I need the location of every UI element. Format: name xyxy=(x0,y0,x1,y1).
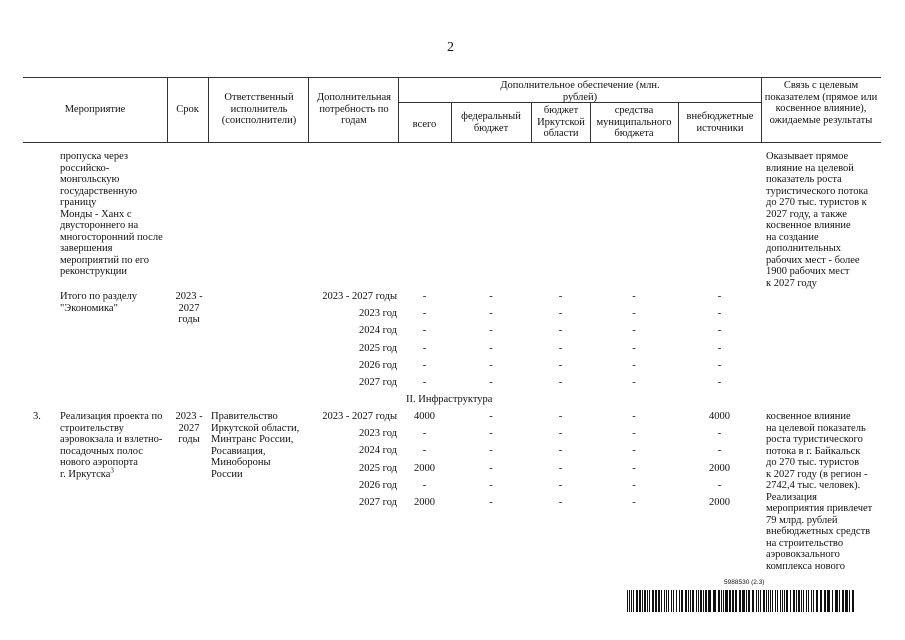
barcode-bar xyxy=(671,590,672,612)
barcode-bar xyxy=(756,590,757,612)
header-municipal: средства муниципального бюджета xyxy=(596,105,672,139)
subtotal-federal-cell: - xyxy=(489,342,493,354)
subtotal-federal-cell: - xyxy=(489,291,493,302)
header-need: Дополнительная потребность по годам xyxy=(316,92,391,126)
subtotal-year-cell: 2027 год xyxy=(359,377,397,388)
continuation-event-line: границу xyxy=(60,197,97,208)
item3-result-line: мероприятия привлечет xyxy=(766,503,873,514)
barcode-bar xyxy=(808,590,809,612)
item-number: 3. xyxy=(33,411,41,422)
barcode-bar xyxy=(742,590,745,612)
barcode-bar xyxy=(661,590,662,612)
subtotal-federal-cell: - xyxy=(489,359,493,371)
footnote-marker: 3 xyxy=(110,466,114,474)
barcode-bar xyxy=(811,590,812,612)
continuation-result-line: показатель роста xyxy=(766,174,842,185)
barcode-bar xyxy=(801,590,802,612)
barcode-bar xyxy=(827,590,830,612)
barcode-bar xyxy=(763,590,765,612)
item3-total-cell: 4000 xyxy=(414,411,435,422)
subtotal-municipal-cell: - xyxy=(632,325,636,337)
item3-result-line: 2742,4 тыс. человек). xyxy=(766,480,861,491)
item3-municipal-cell: - xyxy=(632,462,636,474)
barcode-bar xyxy=(852,590,854,612)
subtotal-regional-cell: - xyxy=(558,342,563,354)
barcode-bar xyxy=(631,590,632,612)
barcode-bar xyxy=(760,590,761,612)
barcode-bar xyxy=(735,590,737,612)
barcode-bar xyxy=(668,590,669,612)
item3-result xyxy=(766,411,882,572)
continuation-result-line: влияние на целевой xyxy=(766,162,854,174)
barcode-bar xyxy=(813,590,814,612)
item3-year-cell: 2026 год xyxy=(359,479,397,491)
item3-regional-cell: - xyxy=(558,445,563,457)
barcode-bar xyxy=(649,590,650,612)
barcode-bar xyxy=(832,590,833,612)
item3-regional-cell: - xyxy=(558,479,563,491)
continuation-event-line: российско- xyxy=(60,162,110,174)
item3-event xyxy=(60,411,170,480)
barcode-bar xyxy=(768,590,769,612)
continuation-event-line: Монды - Ханх с xyxy=(60,208,132,220)
item3-result-line: 79 млрд. рублей xyxy=(766,514,838,526)
barcode-bar xyxy=(790,590,791,612)
barcode-bar xyxy=(703,590,704,612)
continuation-event-line: двустороннего на xyxy=(60,220,139,231)
barcode-bar xyxy=(642,590,643,612)
barcode-bar xyxy=(685,590,687,612)
item3-regional-cell: - xyxy=(558,411,563,422)
item3-result-line: внебюджетных средств xyxy=(766,526,871,537)
item3-result-line: потока в г. Байкальск xyxy=(766,445,861,457)
header-executor: Ответственный исполнитель (соисполнители) xyxy=(221,92,297,126)
barcode-bar xyxy=(721,590,722,612)
barcode-bar xyxy=(772,590,773,612)
subtotal-offbudget-cell: - xyxy=(717,359,722,371)
continuation-event-line: государственную xyxy=(60,185,138,197)
item3-regional-cell: - xyxy=(558,497,563,508)
subtotal-year-cell: 2023 год xyxy=(359,308,397,320)
item3-federal-cell: - xyxy=(489,479,493,491)
barcode-bar xyxy=(758,590,759,612)
barcode-bar xyxy=(629,590,630,612)
item3-year-cell: 2027 год xyxy=(359,497,397,508)
subtotal-total-cell: - xyxy=(422,377,427,388)
barcode-bar xyxy=(705,590,707,612)
item3-total-cell: - xyxy=(422,445,427,457)
subtotal-regional-cell: - xyxy=(558,325,563,337)
barcode-bar xyxy=(633,590,634,612)
barcode-bar xyxy=(627,590,628,612)
item3-result-line: роста туристического xyxy=(766,434,863,445)
header-offbudget: внебюджетные источники xyxy=(686,111,754,134)
barcode-bar xyxy=(803,590,804,612)
barcode-bar xyxy=(729,590,731,612)
section-title: II. Инфраструктура xyxy=(406,394,493,405)
item3-result-line: на строительство xyxy=(766,537,844,549)
item3-term xyxy=(170,411,208,446)
item3-result-line: Реализация xyxy=(766,491,817,503)
barcode-bar xyxy=(798,590,800,612)
subtotal-term-line: 2023 - xyxy=(175,291,203,302)
barcode-bar xyxy=(839,590,840,612)
item3-event-line: Реализация проекта по xyxy=(60,411,163,422)
barcode-bar xyxy=(748,590,750,612)
subtotal-term-line: 2027 xyxy=(178,302,200,314)
col-divider xyxy=(531,102,532,142)
item3-regional-cell: - xyxy=(558,462,563,474)
barcode-bar xyxy=(647,590,648,612)
subtotal-total-cell: - xyxy=(422,291,427,302)
subtotal-regional-cell: - xyxy=(558,291,563,302)
barcode-bar xyxy=(636,590,638,612)
barcode-bar xyxy=(725,590,728,612)
col-divider xyxy=(451,102,452,142)
item3-total-cell: 2000 xyxy=(414,497,435,508)
barcode-bar xyxy=(718,590,720,612)
item3-executor-line: Росавиация, xyxy=(211,445,266,457)
barcode-bar xyxy=(845,590,848,612)
item3-municipal-cell: - xyxy=(632,445,636,457)
continuation-event-line: реконструкции xyxy=(60,266,128,277)
item3-result-line: до 270 тыс. туристов xyxy=(766,457,860,468)
subtotal-federal-cell: - xyxy=(489,377,493,388)
subtotal-total-cell: - xyxy=(422,308,427,320)
subtotal-offbudget-cell: - xyxy=(717,325,722,337)
continuation-result-line: рабочих мест - более xyxy=(766,254,860,266)
barcode-bar xyxy=(820,590,822,612)
subtotal-regional-cell: - xyxy=(558,377,563,388)
item3-term-line: 2027 xyxy=(178,422,200,434)
barcode-bar xyxy=(782,590,783,612)
subtotal-offbudget-cell: - xyxy=(717,291,722,302)
continuation-event-line: завершения xyxy=(60,243,113,254)
item3-municipal-cell: - xyxy=(632,497,636,508)
subtotal-year-cell: 2024 год xyxy=(359,325,397,337)
barcode-bar xyxy=(679,590,680,612)
item3-event-line: строительству xyxy=(60,422,124,434)
subtotal-regional-cell: - xyxy=(558,308,563,320)
item3-executor-line: России xyxy=(211,468,243,480)
item3-offbudget-cell: 4000 xyxy=(709,411,730,422)
subtotal-total-cell: - xyxy=(422,359,427,371)
continuation-event-line: монгольскую xyxy=(60,174,120,185)
continuation-result-line: дополнительных xyxy=(766,243,842,254)
subtotal-total-cell: - xyxy=(422,325,427,337)
item3-year-cell: 2023 - 2027 годы xyxy=(322,411,397,422)
barcode-bar xyxy=(784,590,785,612)
continuation-event-line: мероприятий по его xyxy=(60,254,150,266)
barcode-bar xyxy=(652,590,654,612)
subtotal-total-cell: - xyxy=(422,342,427,354)
item3-offbudget-cell: - xyxy=(717,445,722,457)
item3-term-line: годы xyxy=(178,434,200,445)
subtotal-year-cell: 2023 - 2027 годы xyxy=(322,291,397,302)
continuation-result-line: Оказывает прямое xyxy=(766,151,849,162)
col-divider xyxy=(761,77,762,142)
item3-event-line: посадочных полос xyxy=(60,445,143,457)
barcode-bar xyxy=(775,590,776,612)
header-bottom-border xyxy=(23,142,881,143)
item3-year-cell: 2023 год xyxy=(359,428,397,440)
barcode-bar xyxy=(777,590,778,612)
item3-regional-cell: - xyxy=(558,428,563,440)
item3-offbudget-cell: - xyxy=(717,479,722,491)
item3-federal-cell: - xyxy=(489,428,493,440)
item3-result-line: комплекса нового xyxy=(766,560,845,572)
barcode-bar xyxy=(835,590,838,612)
item3-executor-line: Минобороны xyxy=(211,457,271,468)
continuation-event xyxy=(60,151,168,278)
barcode-bar xyxy=(655,590,657,612)
col-divider xyxy=(678,102,679,142)
item3-offbudget-cell: 2000 xyxy=(709,497,730,508)
barcode-bar xyxy=(708,590,711,612)
continuation-result-line: до 270 тыс. туристов к xyxy=(766,197,867,208)
subtotal-label xyxy=(60,291,168,314)
subtotal-regional-cell: - xyxy=(558,359,563,371)
subtotal-federal-cell: - xyxy=(489,325,493,337)
barcode-bar xyxy=(639,590,641,612)
subtotal-label-line: Итого по разделу xyxy=(60,291,138,302)
subtotal-term xyxy=(170,291,208,326)
subtotal-label-line: "Экономика" xyxy=(60,302,118,314)
barcode-bar xyxy=(732,590,734,612)
header-term: Срок xyxy=(176,104,199,115)
item3-year-cell: 2024 год xyxy=(359,445,397,457)
item3-result-line: на целевой показатель xyxy=(766,422,866,434)
barcode-bar xyxy=(664,590,665,612)
barcode-bar xyxy=(752,590,754,612)
item3-municipal-cell: - xyxy=(632,428,636,440)
barcode-bar xyxy=(842,590,844,612)
item3-event-last: г. Иркутска xyxy=(60,468,111,480)
barcode-bar xyxy=(698,590,699,612)
item3-result-line: к 2027 году (в регион - xyxy=(766,468,868,480)
header-link: Связь с целевым показателем (прямое или косвенное влияние), ожидаемые результаты xyxy=(764,80,878,126)
col-divider xyxy=(398,77,399,142)
barcode-bar xyxy=(692,590,694,612)
subtotal-municipal-cell: - xyxy=(632,291,636,302)
barcode-bar xyxy=(849,590,850,612)
continuation-result-line: к 2027 году xyxy=(766,277,817,289)
item3-federal-cell: - xyxy=(489,445,493,457)
continuation-result-line: 2027 году, а также xyxy=(766,208,847,220)
col-divider xyxy=(308,77,309,142)
continuation-event-line: пропуска через xyxy=(60,151,129,162)
barcode-bar xyxy=(644,590,646,612)
item3-event-line: нового аэропорта xyxy=(60,457,138,468)
barcode-bar xyxy=(696,590,697,612)
barcode-bar xyxy=(816,590,818,612)
item3-total-cell: 2000 xyxy=(414,462,435,474)
header-funding-group: Дополнительное обеспечение (млн. рублей) xyxy=(500,80,660,103)
item3-result-line: аэровокзального xyxy=(766,549,840,560)
barcode-bar xyxy=(766,590,767,612)
barcode-bar xyxy=(780,590,781,612)
page-number: 2 xyxy=(447,40,454,55)
barcode-bar xyxy=(666,590,667,612)
barcode-bar xyxy=(673,590,674,612)
barcode-bar xyxy=(824,590,826,612)
col-divider xyxy=(590,102,591,142)
subtotal-year-cell: 2025 год xyxy=(359,342,397,354)
item3-event-line xyxy=(60,466,170,481)
item3-year-cell: 2025 год xyxy=(359,462,397,474)
item3-executor xyxy=(211,411,307,480)
subtotal-municipal-cell: - xyxy=(632,308,636,320)
item3-municipal-cell: - xyxy=(632,479,636,491)
continuation-result-line: на создание xyxy=(766,231,819,243)
item3-offbudget-cell: - xyxy=(717,428,722,440)
barcode-bar xyxy=(786,590,788,612)
barcode-bar xyxy=(690,590,691,612)
barcode-bar xyxy=(796,590,797,612)
barcode-bar xyxy=(700,590,702,612)
item3-result-line: косвенное влияние xyxy=(766,411,851,422)
header-event: Мероприятие xyxy=(64,104,126,115)
header-regional: бюджет Иркутской области xyxy=(537,105,585,139)
header-federal: федеральный бюджет xyxy=(461,111,521,134)
barcode-bar xyxy=(746,590,747,612)
continuation-result-line: туристического потока xyxy=(766,185,869,197)
subtotal-municipal-cell: - xyxy=(632,342,636,354)
item3-federal-cell: - xyxy=(489,462,493,474)
continuation-event-line: многосторонний после xyxy=(60,231,163,243)
item3-total-cell: - xyxy=(422,479,427,491)
continuation-result-line: 1900 рабочих мест xyxy=(766,266,850,277)
subtotal-municipal-cell: - xyxy=(632,359,636,371)
barcode-number: 5988530 (2.3) xyxy=(724,579,765,586)
barcode-bar xyxy=(688,590,689,612)
item3-event-line: аэровокзала и взлетно- xyxy=(60,434,163,445)
subtotal-year-cell: 2026 год xyxy=(359,359,397,371)
item3-executor-line: Минтранс России, xyxy=(211,434,294,445)
continuation-result xyxy=(766,151,882,289)
item3-federal-cell: - xyxy=(489,411,493,422)
barcode-bar xyxy=(723,590,724,612)
col-divider xyxy=(208,77,209,142)
item3-executor-line: Правительство xyxy=(211,411,278,422)
barcode-bar xyxy=(676,590,677,612)
subtotal-federal-cell: - xyxy=(489,308,493,320)
barcode-bar xyxy=(793,590,795,612)
continuation-result-line: косвенное влияние xyxy=(766,220,851,231)
barcode-bar xyxy=(658,590,660,612)
table-top-border xyxy=(23,77,881,78)
barcode-bar xyxy=(739,590,741,612)
barcode-bar xyxy=(681,590,683,612)
subtotal-offbudget-cell: - xyxy=(717,308,722,320)
item3-total-cell: - xyxy=(422,428,427,440)
item3-offbudget-cell: 2000 xyxy=(709,462,730,474)
subtotal-offbudget-cell: - xyxy=(717,377,722,388)
barcode xyxy=(627,590,855,612)
header-total: всего xyxy=(412,119,437,130)
barcode-bar xyxy=(713,590,716,612)
item3-executor-line: Иркутской области, xyxy=(211,422,300,434)
subtotal-offbudget-cell: - xyxy=(717,342,722,354)
barcode-bar xyxy=(806,590,807,612)
item3-federal-cell: - xyxy=(489,497,493,508)
item3-municipal-cell: - xyxy=(632,411,636,422)
item3-term-line: 2023 - xyxy=(175,411,203,422)
subtotal-municipal-cell: - xyxy=(632,377,636,388)
barcode-bar xyxy=(770,590,771,612)
subtotal-term-line: годы xyxy=(178,314,200,325)
